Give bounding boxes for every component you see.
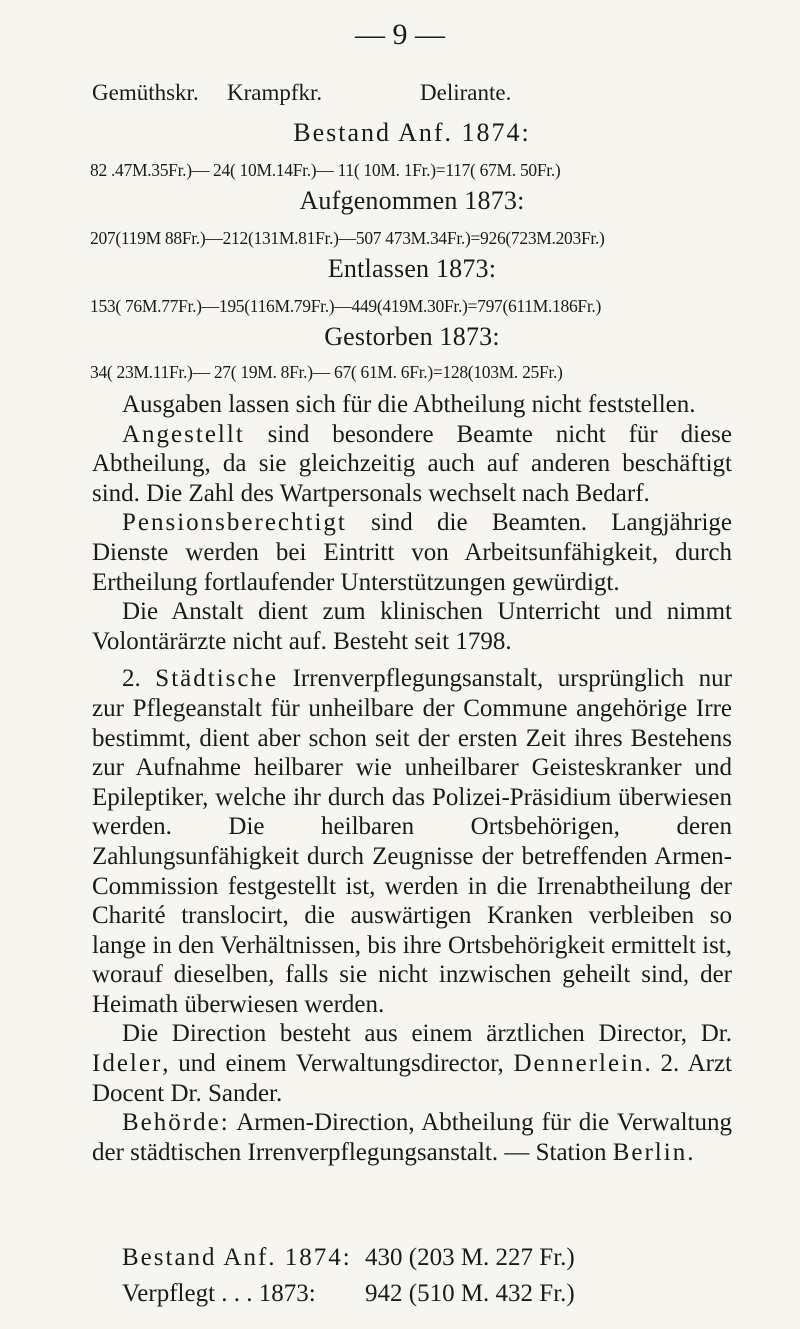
column-headers xyxy=(92,80,732,106)
bestand-heading: Bestand Anf. 1874: xyxy=(293,118,531,147)
footer-bestand-label: Bestand Anf. 1874: xyxy=(122,1244,352,1271)
paragraph-staedtische xyxy=(92,664,732,1019)
text-direction-b: , und einem Verwaltungsdirector, xyxy=(162,1050,514,1078)
page-number: — 9 — xyxy=(355,18,445,51)
aufgenommen-values: 207(119M 88Fr.)—212(131M.81Fr.)—507 473M.34Fr.)=926(723M.203Fr.) xyxy=(90,228,605,248)
footer-verpflegt xyxy=(92,1280,732,1308)
column-header-gemuethskr: Gemüthskr. xyxy=(92,80,199,105)
lead-angestellt: Angestellt xyxy=(122,420,245,448)
footer-bestand xyxy=(92,1244,732,1272)
column-header-delirante: Delirante. xyxy=(420,80,512,105)
lead-staedtische: Städtische xyxy=(155,665,279,693)
station-berlin: Berlin xyxy=(612,1138,688,1166)
paragraph-ausgaben: Ausgaben lassen sich für die Abtheilung nicht feststellen. xyxy=(122,391,696,418)
name-ideler: Ideler xyxy=(92,1050,163,1078)
paragraph-angestellt xyxy=(92,420,732,509)
footer-bestand-values: 430 (203 M. 227 Fr.) xyxy=(365,1244,575,1271)
entlassen-values: 153( 76M.77Fr.)—195(116M.79Fr.)—449(419M.30Fr.)=797(611M.186Fr.) xyxy=(90,296,601,316)
gestorben-values: 34( 23M.11Fr.)— 27( 19M. 8Fr.)— 67( 61M. 6Fr.)=128(103M. 25Fr.) xyxy=(90,362,563,382)
section-number: 2. xyxy=(122,665,156,693)
body-text xyxy=(92,390,732,1167)
bestand-values: 82 .47M.35Fr.)— 24( 10M.14Fr.)— 11( 10M. 1Fr.)=117( 67M. 50Fr.) xyxy=(90,160,561,180)
text-staedtische: Irrenverpflegungsanstalt, ursprünglich nur zur Pflegeanstalt für unheilbare der Commune angehörige Irre bestimmt, dient aber schon seit der ersten Zeit ihres Bestehens zur Aufnahme heilbarer wie unheilbarer Geisteskranker und Epileptiker, welche ihr durch das Polizei-Präsidium überwiesen werden. Die heilbaren Ortsbehörigen, deren Zahlungsunfähigkeit durch Zeugnisse der betreffenden Armen-Commission festgestellt ist, werden in die Irrenabtheilung der Charité translocirt, die auswärtigen Kranken verbleiben so lange in den Verhältnissen, bis ihre Ortsbehörigkeit ermittelt ist, worauf dieselben, falls sie nicht inzwischen geheilt sind, der Heimath überwiesen werden. xyxy=(92,665,732,1018)
footer-verpflegt-values: 942 (510 M. 432 Fr.) xyxy=(365,1280,575,1307)
entlassen-heading: Entlassen 1873: xyxy=(327,254,497,283)
paragraph-direction xyxy=(92,1019,732,1108)
lead-behoerde: Behörde: xyxy=(122,1109,230,1137)
gestorben-heading: Gestorben 1873: xyxy=(324,322,500,351)
paragraph-pensionsberechtigt xyxy=(92,508,732,597)
paragraph-behoerde xyxy=(92,1108,732,1167)
name-dennerlein: Dennerlein xyxy=(513,1050,645,1078)
text-pensionsberechtigt: sind die Beamten. Langjährige Dienste werden bei Eintritt von Arbeitsunfähigkeit, durch Ertheilung fortlaufender Unterstützungen gewürdigt. xyxy=(92,509,732,596)
footer-verpflegt-label: Verpflegt . . . 1873: xyxy=(122,1280,316,1307)
text-behoerde: Armen-Direction, Abtheilung für die Verwaltung der städtischen Irrenverpflegungsanstalt. — Station xyxy=(92,1109,732,1166)
column-header-krampfkr: Krampfkr. xyxy=(227,80,323,105)
text-direction-a: Die Direction besteht aus einem ärztlichen Director, Dr. xyxy=(122,1020,732,1048)
text-angestellt: sind besondere Beamte nicht für diese Abtheilung, da sie gleichzeitig auch auf anderen beschäftigt sind. Die Zahl des Wartpersonals wechselt nach Bedarf. xyxy=(92,420,732,507)
paragraph-anstalt: Die Anstalt dient zum klinischen Unterricht und nimmt Volontärärzte nicht auf. Besteht seit 1798. xyxy=(92,598,732,655)
text-direction-c: . 2. Arzt Docent Dr. Sander. xyxy=(92,1050,733,1107)
aufgenommen-heading: Aufgenommen 1873: xyxy=(299,186,525,215)
text-behoerde-end: . xyxy=(687,1138,694,1166)
lead-pensionsberechtigt: Pensionsberechtigt xyxy=(122,509,347,537)
